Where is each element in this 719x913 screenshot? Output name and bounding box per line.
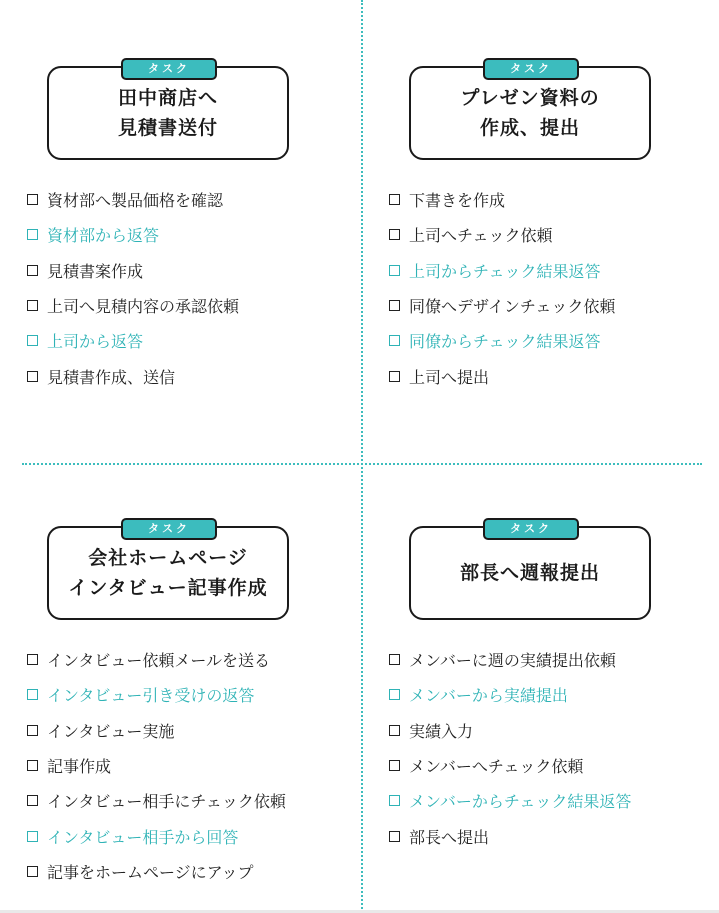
checklist-item[interactable] <box>389 713 631 748</box>
task-title-box <box>409 66 651 160</box>
checkbox-icon[interactable] <box>27 265 38 276</box>
checkbox-icon[interactable] <box>27 371 38 382</box>
checklist-item-label: 記事をホームページにアップ <box>47 862 254 882</box>
checklist-item-label: 上司へチェック依頼 <box>409 226 553 246</box>
checklist-item[interactable] <box>27 358 239 393</box>
checklist-item-label: インタビュー依頼メールを送る <box>47 651 271 671</box>
checklist-item[interactable] <box>27 783 286 818</box>
checklist-item[interactable] <box>389 642 631 677</box>
task-tag: タスク <box>483 518 579 540</box>
checkbox-icon[interactable] <box>27 194 38 205</box>
checkbox-icon[interactable] <box>389 194 400 205</box>
checklist-item-label: 部長へ提出 <box>409 827 490 847</box>
checklist-item[interactable] <box>27 854 286 889</box>
checklist-item-label: 上司から返答 <box>47 332 144 352</box>
task-title-line-2: 見積書送付 <box>117 117 218 139</box>
checklist-item-label: 上司へ見積内容の承認依頼 <box>47 297 240 317</box>
checklist-item[interactable] <box>27 818 286 853</box>
checklist <box>389 182 615 394</box>
checklist-item-label: メンバーからチェック結果返答 <box>409 792 632 812</box>
checkbox-icon[interactable] <box>27 760 38 771</box>
checkbox-icon[interactable] <box>27 866 38 877</box>
checkbox-icon[interactable] <box>389 689 400 700</box>
checklist-item-label: 上司へ提出 <box>409 367 490 387</box>
task-title-line-1: 会社ホームページ <box>88 547 248 569</box>
task-header <box>47 518 289 618</box>
checklist-item[interactable] <box>27 642 286 677</box>
checklist-item[interactable] <box>389 288 615 323</box>
checkbox-icon[interactable] <box>389 725 400 736</box>
task-header <box>47 58 289 158</box>
checkbox-icon[interactable] <box>27 300 38 311</box>
checklist-item[interactable] <box>389 748 631 783</box>
checklist-item-label: インタビュー引き受けの返答 <box>47 686 255 706</box>
checklist-item[interactable] <box>27 217 239 252</box>
task-tag: タスク <box>121 58 217 80</box>
checklist-item-label: 実績入力 <box>409 721 474 741</box>
checklist-item-label: 見積書案作成 <box>47 261 144 281</box>
checkbox-icon[interactable] <box>389 654 400 665</box>
checklist-item[interactable] <box>27 323 239 358</box>
checklist-item-label: 資材部へ製品価格を確認 <box>47 191 224 211</box>
checkbox-icon[interactable] <box>27 654 38 665</box>
checklist <box>389 642 631 854</box>
checkbox-icon[interactable] <box>389 795 400 806</box>
checklist-item-label: メンバーへチェック依頼 <box>409 757 584 777</box>
checkbox-icon[interactable] <box>389 300 400 311</box>
checkbox-icon[interactable] <box>389 831 400 842</box>
checklist-item-label: メンバーに週の実績提出依頼 <box>409 651 616 671</box>
task-title-line-1: プレゼン資料の <box>460 87 600 109</box>
checklist-item[interactable] <box>389 323 615 358</box>
checklist-item[interactable] <box>389 358 615 393</box>
checklist-item[interactable] <box>389 818 631 853</box>
task-title-box <box>47 526 289 620</box>
checkbox-icon[interactable] <box>27 831 38 842</box>
checklist <box>27 182 239 394</box>
task-title-line-1: 部長へ週報提出 <box>459 562 600 584</box>
checklist-item[interactable] <box>389 677 631 712</box>
checkbox-icon[interactable] <box>389 371 400 382</box>
task-header <box>409 518 651 618</box>
checklist-item[interactable] <box>389 253 615 288</box>
checkbox-icon[interactable] <box>389 265 400 276</box>
horizontal-divider <box>22 463 702 465</box>
checklist-item-label: 下書きを作成 <box>409 191 506 211</box>
checklist-item-label: 同僚からチェック結果返答 <box>409 332 601 352</box>
checklist <box>27 642 286 889</box>
checklist-item[interactable] <box>27 677 286 712</box>
checkbox-icon[interactable] <box>27 725 38 736</box>
task-tag: タスク <box>121 518 217 540</box>
task-title-box <box>47 66 289 160</box>
checklist-item-label: 同僚へデザインチェック依頼 <box>409 297 616 317</box>
checkbox-icon[interactable] <box>389 335 400 346</box>
checkbox-icon[interactable] <box>27 229 38 240</box>
checklist-item-label: インタビュー相手にチェック依頼 <box>47 792 286 812</box>
checklist-item-label: 見積書作成、送信 <box>47 367 176 387</box>
task-title-box <box>409 526 651 620</box>
checklist-item[interactable] <box>27 182 239 217</box>
checkbox-icon[interactable] <box>27 795 38 806</box>
task-title-line-2: インタビュー記事作成 <box>68 577 268 599</box>
checkbox-icon[interactable] <box>27 689 38 700</box>
checklist-item[interactable] <box>27 253 239 288</box>
checklist-item-label: 記事作成 <box>47 757 112 777</box>
vertical-divider <box>361 0 363 913</box>
checklist-item[interactable] <box>27 288 239 323</box>
task-title-line-2: 作成、提出 <box>479 117 580 139</box>
checkbox-icon[interactable] <box>389 229 400 240</box>
checklist-item[interactable] <box>389 217 615 252</box>
task-tag: タスク <box>483 58 579 80</box>
checkbox-icon[interactable] <box>389 760 400 771</box>
checklist-item[interactable] <box>389 182 615 217</box>
checklist-item[interactable] <box>389 783 631 818</box>
checklist-item-label: 上司からチェック結果返答 <box>409 261 601 281</box>
task-title-line-1: 田中商店へ <box>117 87 218 109</box>
checklist-item-label: メンバーから実績提出 <box>409 686 568 706</box>
checklist-item-label: インタビュー相手から回答 <box>47 827 239 847</box>
task-header <box>409 58 651 158</box>
checklist-item-label: 資材部から返答 <box>47 226 160 246</box>
checklist-item-label: インタビュー実施 <box>47 721 175 741</box>
checklist-item[interactable] <box>27 748 286 783</box>
checklist-item[interactable] <box>27 713 286 748</box>
checkbox-icon[interactable] <box>27 335 38 346</box>
